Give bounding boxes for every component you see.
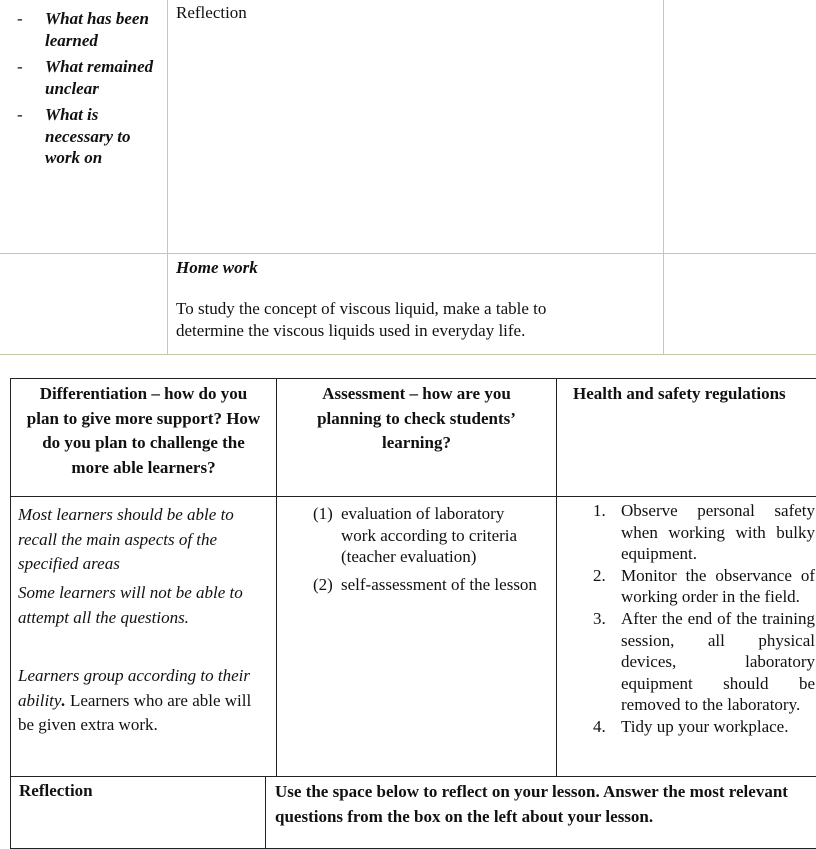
health-list bbox=[557, 500, 816, 738]
prompt-item: - What is necessary to work on bbox=[0, 104, 167, 169]
reflection-instruction: Use the space below to reflect on your lesson. Answer the most relevant questions from the box on the left about your lesson. bbox=[275, 782, 788, 826]
health-item: 1. Observe personal safety when working with bulky equipment. bbox=[593, 501, 815, 564]
differentiation-cell bbox=[10, 496, 277, 777]
assessment-item: (2) self-assessment of the lesson bbox=[313, 574, 537, 594]
differentiation-text-3-italic: Learners group according to their ability bbox=[18, 666, 251, 710]
health-header: Health and safety regulations bbox=[573, 384, 786, 403]
homework-title: Home work bbox=[176, 258, 258, 277]
prompt-item: - What remained unclear bbox=[0, 56, 167, 99]
differentiation-header: Differentiation – how do you plan to give more support? How do you plan to challenge the more able learners? bbox=[26, 384, 261, 477]
homework-empty-left-cell bbox=[0, 253, 168, 355]
reflection-cell bbox=[167, 0, 664, 254]
differentiation-text-3-rest: Learners who are able will be given extra work. bbox=[18, 690, 252, 734]
differentiation-header-cell bbox=[10, 378, 277, 497]
assessment-cell bbox=[276, 496, 557, 777]
homework-text: To study the concept of viscous liquid, make a table to determine the viscous liquids used in everyday life. bbox=[176, 299, 547, 340]
reflection-label: Reflection bbox=[176, 3, 247, 22]
assessment-header-cell bbox=[276, 378, 557, 497]
prompt-item: - What has been learned bbox=[0, 8, 167, 51]
reflection-instruction-cell bbox=[265, 776, 816, 849]
health-cell bbox=[556, 496, 816, 777]
assessment-header: Assessment – how are you planning to check students’ learning? bbox=[317, 384, 516, 452]
reflection-label-cell bbox=[10, 776, 266, 849]
health-item: 4. Tidy up your workplace. bbox=[593, 716, 789, 736]
homework-cell bbox=[167, 253, 664, 355]
differentiation-text-1: Most learners should be able to recall the main aspects of the specified areas bbox=[18, 505, 234, 573]
reflection-label-bottom: Reflection bbox=[19, 781, 93, 800]
health-header-cell bbox=[556, 378, 816, 497]
reflection-prompt-list bbox=[0, 8, 167, 169]
assessment-item: (1) evaluation of laboratory work according to criteria (teacher evaluation) bbox=[313, 504, 518, 566]
differentiation-text-2: Some learners will not be able to attempt all the questions. bbox=[18, 583, 243, 627]
prompt-cell bbox=[0, 0, 168, 254]
homework-empty-right-cell bbox=[663, 253, 816, 355]
health-item: 3. After the end of the training session, all physical devices, laboratory equipment should be removed to the laboratory. bbox=[593, 608, 815, 715]
differentiation-text-3-dot: . bbox=[61, 690, 66, 710]
differentiation-text-3 bbox=[18, 664, 258, 738]
health-item: 2. Monitor the observance of working order in the field. bbox=[593, 565, 815, 607]
assessment-list bbox=[277, 503, 556, 597]
